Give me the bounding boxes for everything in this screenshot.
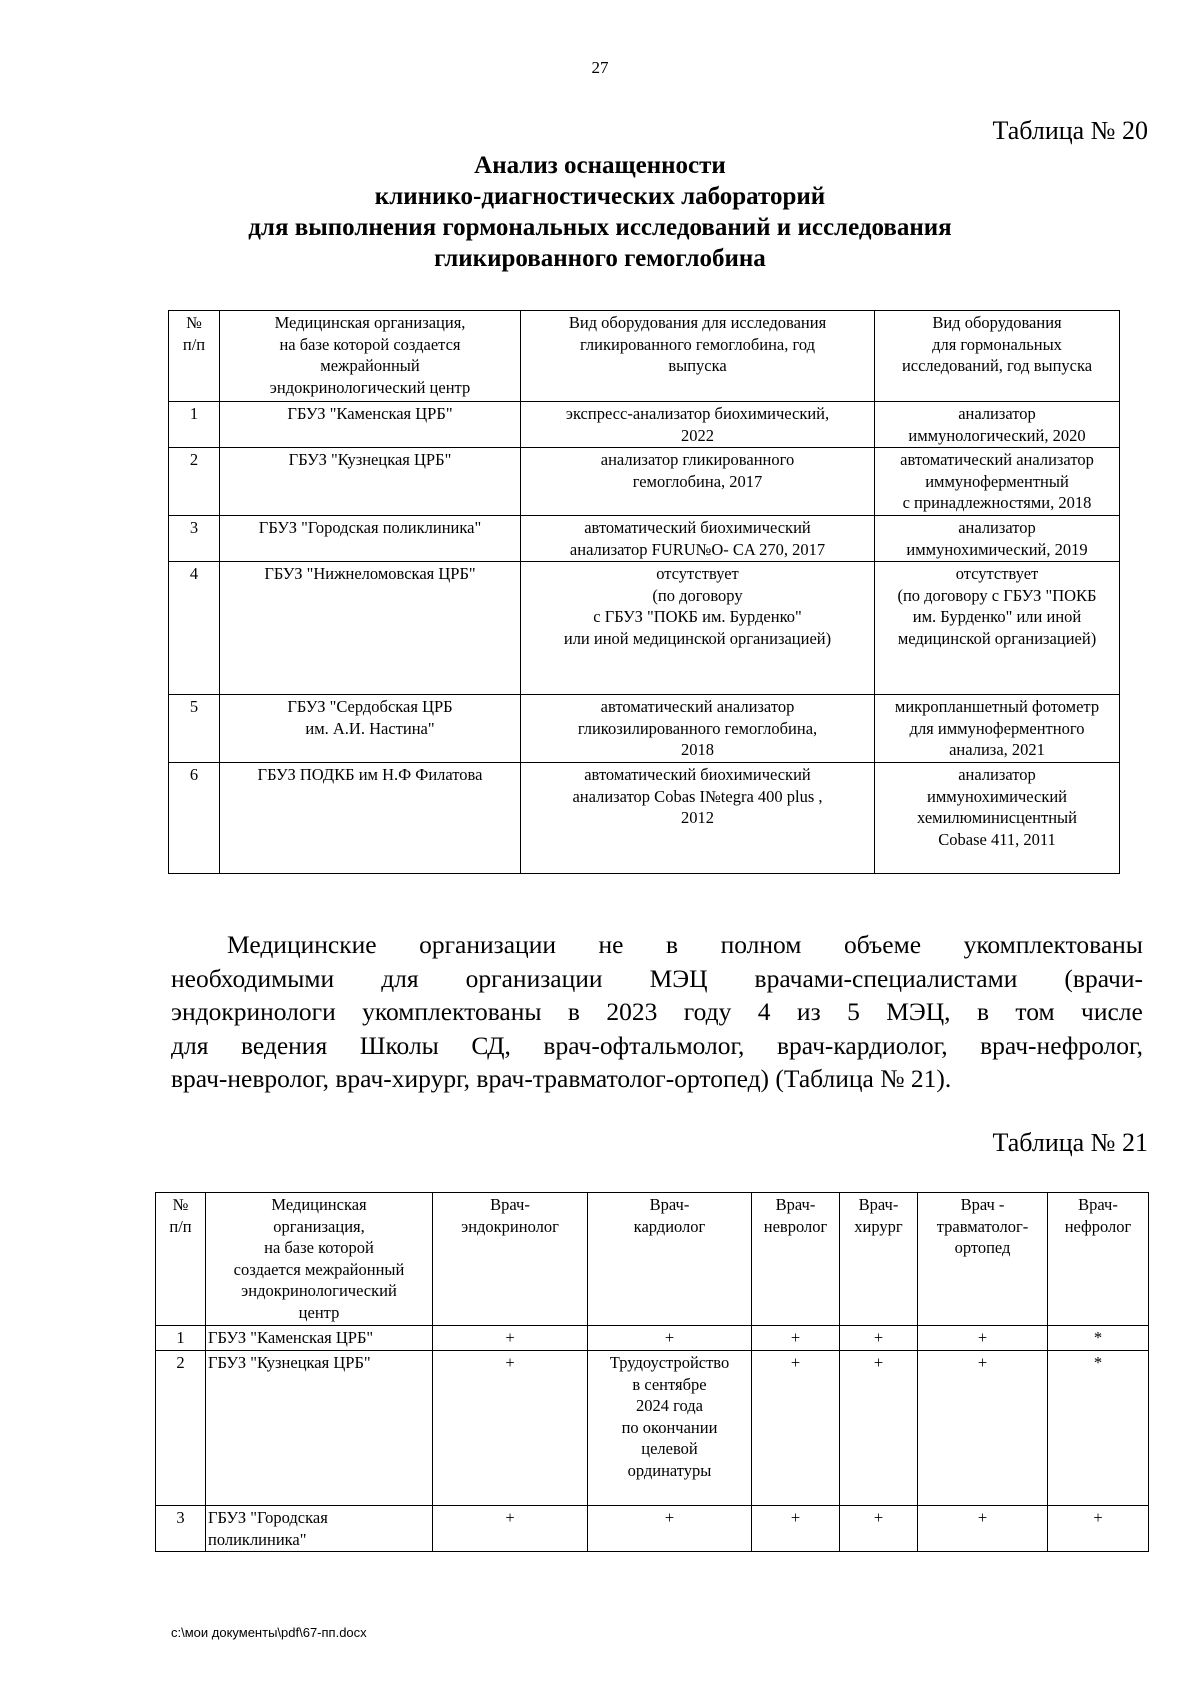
header-row [169, 311, 1120, 402]
paragraph-word: 4 [757, 997, 771, 1026]
cell-line: (по договору с ГБУЗ "ПОКБ [897, 585, 1097, 605]
cell-line: ГБУЗ "Каменская ЦРБ" [287, 404, 453, 423]
cell-line: Вид оборудования [932, 313, 1062, 332]
cell-line: им. А.И. Настина" [305, 718, 435, 738]
hormonal-equipment-cell [875, 516, 1120, 562]
cell-line: центр [298, 1302, 340, 1322]
paragraph-word: укомплектованы [963, 930, 1143, 959]
cell-line: медицинской организацией) [897, 628, 1097, 648]
cell-line: Врач- [775, 1195, 816, 1214]
cell-line: 2024 года [636, 1396, 703, 1415]
paragraph-word: ведения [240, 1030, 328, 1060]
header-cell [588, 1193, 752, 1326]
cell-line: в сентябре [632, 1374, 707, 1394]
paragraph-word: 5 [847, 997, 860, 1026]
neurologist-cell: + [752, 1351, 840, 1506]
neurologist-cell: + [752, 1506, 840, 1552]
cell-line: или иной медицинской организацией) [563, 628, 832, 648]
cell-line: ГБУЗ "Нижнеломовская ЦРБ" [264, 564, 476, 583]
cell-line: с принадлежностями, 2018 [902, 493, 1092, 512]
endocrinologist-cell: + [433, 1326, 588, 1351]
hormonal-equipment-cell [875, 448, 1120, 516]
cardiologist-cell [588, 1326, 752, 1351]
paragraph-line [171, 962, 1143, 996]
nephrologist-cell: * [1048, 1326, 1149, 1351]
header-row [156, 1193, 1149, 1326]
cell-line: ГБУЗ "Каменская ЦРБ" [208, 1328, 374, 1347]
row-number-cell: 6 [169, 763, 220, 874]
surgeon-cell: + [840, 1351, 918, 1506]
table-row [169, 763, 1120, 874]
cell-line: анализатор Cobas I№tegra 400 plus , [572, 786, 823, 806]
page-number: 27 [591, 58, 609, 77]
glycated-equipment-cell [521, 763, 875, 874]
cell-line: эндокринологический [241, 1281, 397, 1300]
row-number-cell: 4 [169, 562, 220, 695]
cell-line: для гормональных [932, 334, 1062, 354]
cell-line: межрайонный [320, 356, 420, 375]
traumatologist-cell: + [918, 1506, 1048, 1552]
cell-line: выпуска [668, 356, 727, 375]
cell-line: анализатор [958, 518, 1036, 537]
cell-line: анализатор гликированного [600, 450, 795, 469]
row-number-cell: 2 [156, 1351, 206, 1506]
paragraph-word: врач-нефролог, [980, 1030, 1143, 1060]
cell-line: автоматический биохимический [584, 765, 811, 784]
header-cell [433, 1193, 588, 1326]
nephrologist-cell: + [1048, 1506, 1149, 1552]
row-number-cell: 3 [156, 1506, 206, 1552]
cell-line: Cobase 411, 2011 [938, 829, 1056, 849]
cell-line: автоматический биохимический [584, 518, 811, 537]
cell-line: ортопед [954, 1238, 1011, 1257]
paragraph-word: числе [1081, 997, 1143, 1026]
cell-line: ГБУЗ "Кузнецкая ЦРБ" [288, 450, 452, 469]
organization-cell [220, 763, 521, 874]
paragraph-word: МЭЦ, [886, 997, 951, 1026]
paragraph-word: году [683, 997, 732, 1026]
paragraph-line [171, 995, 1143, 1029]
cell-line: иммунохимический [926, 786, 1068, 806]
cell-line: исследований, год выпуска [901, 356, 1093, 375]
header-cell [220, 311, 521, 402]
paragraph-line [171, 1029, 1143, 1063]
staffing-paragraph [171, 928, 1143, 1096]
table-row [169, 448, 1120, 516]
organization-cell [206, 1506, 433, 1552]
header-cell [1048, 1193, 1149, 1326]
cell-line: Медицинская организация, [274, 313, 466, 332]
cell-line: ординатуры [627, 1460, 712, 1480]
cell-line: анализатор [958, 765, 1036, 784]
paragraph-word: объеме [843, 930, 922, 959]
cell-line: эндокринолог [461, 1216, 559, 1236]
cell-line: иммунохимический, 2019 [906, 539, 1088, 559]
paragraph-word: 2023 [606, 997, 658, 1026]
glycated-equipment-cell [521, 448, 875, 516]
hormonal-equipment-cell [875, 763, 1120, 874]
cell-line: (по договору [652, 585, 743, 605]
row-number-cell: 1 [156, 1326, 206, 1351]
cell-line: нефролог [1064, 1216, 1132, 1236]
cell-line: Врач - [960, 1195, 1005, 1214]
cell-line: иммунологический, 2020 [908, 425, 1086, 445]
hormonal-equipment-cell [875, 402, 1120, 448]
paragraph-word: для [171, 1030, 209, 1060]
cell-line: автоматический анализатор [600, 697, 795, 716]
cell-line: кардиолог [633, 1216, 706, 1236]
cell-line: на базе которой создается [279, 334, 461, 354]
paragraph-word: не [598, 930, 624, 959]
cell-line: автоматический анализатор [900, 450, 1094, 469]
cell-line: экспресс-анализатор биохимический, [565, 404, 830, 423]
cell-line: № [172, 1195, 189, 1214]
cell-line: 2018 [681, 740, 714, 759]
paragraph-word: том [1015, 997, 1055, 1026]
paragraph-line [171, 1062, 1143, 1096]
paragraph-word: врач-невролог, врач-хирург, врач-травматолог-ортопед) (Таблица № 21). [171, 1064, 952, 1093]
cell-line: им. Бурденко" или иной [912, 607, 1082, 626]
neurologist-cell: + [752, 1326, 840, 1351]
paragraph-word: из [796, 997, 821, 1026]
table-21-caption: Таблица № 21 [992, 1128, 1148, 1157]
cell-line: иммуноферментный [925, 471, 1069, 491]
staffing-table [155, 1192, 1149, 1552]
paragraph-word: врач-кардиолог, [776, 1030, 948, 1060]
cell-line: Медицинская [271, 1195, 367, 1214]
header-cell [752, 1193, 840, 1326]
cell-line: анализатор FURU№O- CA 270, 2017 [569, 539, 826, 559]
cell-line: 2022 [681, 425, 714, 445]
table-row [169, 695, 1120, 763]
header-cell [156, 1193, 206, 1326]
surgeon-cell: + [840, 1506, 918, 1552]
paragraph-word: полном [720, 930, 802, 959]
cell-line: на базе которой [264, 1238, 374, 1257]
header-cell [521, 311, 875, 402]
traumatologist-cell: + [918, 1326, 1048, 1351]
organization-cell [220, 695, 521, 763]
cell-line: + [664, 1508, 675, 1527]
paragraph-word: укомплектованы [362, 997, 542, 1026]
title-line: Анализ оснащенности [474, 152, 726, 179]
paragraph-word: для [381, 963, 419, 993]
cell-line: ГБУЗ "Городская поликлиника" [258, 518, 482, 537]
hormonal-equipment-cell [875, 695, 1120, 763]
paragraph-word: Школы [359, 1030, 439, 1060]
organization-cell [206, 1351, 433, 1506]
paragraph-word: врач-офтальмолог, [543, 1030, 745, 1060]
cell-line: отсутствует [656, 564, 739, 583]
row-number-cell: 1 [169, 402, 220, 448]
cardiologist-cell [588, 1351, 752, 1506]
table-row [169, 516, 1120, 562]
paragraph-word: врачами-специалистами [754, 963, 1018, 993]
cell-line: создается межрайонный [233, 1259, 405, 1279]
cell-line: ГБУЗ "Городская [208, 1508, 328, 1527]
table-20-title [150, 150, 1050, 274]
cell-line: п/п [182, 334, 206, 354]
cell-line: отсутствует [955, 564, 1039, 583]
organization-cell [220, 402, 521, 448]
header-cell [918, 1193, 1048, 1326]
cell-line: Врач- [1078, 1195, 1118, 1214]
cell-line: Трудоустройство [609, 1353, 730, 1372]
cell-line: + [664, 1328, 675, 1347]
glycated-equipment-cell [521, 402, 875, 448]
cell-line: 2012 [681, 808, 714, 827]
paragraph-word: необходимыми [171, 963, 335, 993]
table-20-caption: Таблица № 20 [992, 116, 1148, 145]
cell-line: организация, [273, 1216, 365, 1236]
paragraph-line [171, 928, 1143, 962]
cell-line: эндокринологический центр [269, 377, 471, 397]
cell-line: для иммуноферментного [909, 718, 1085, 738]
cell-line: п/п [169, 1216, 192, 1236]
table-row [156, 1326, 1149, 1351]
paragraph-word: организации [419, 930, 556, 959]
header-cell [840, 1193, 918, 1326]
glycated-equipment-cell [521, 562, 875, 695]
cell-line: хирург [854, 1216, 903, 1236]
footer-file-path: c:\мои документы\pdf\67-пп.docx [171, 1625, 367, 1640]
paragraph-word: Медицинские [227, 930, 377, 959]
nephrologist-cell: * [1048, 1351, 1149, 1506]
paragraph-word: (врачи- [1064, 963, 1143, 993]
header-cell [206, 1193, 433, 1326]
row-number-cell: 5 [169, 695, 220, 763]
cell-line: ГБУЗ ПОДКБ им Н.Ф Филатова [257, 765, 483, 784]
surgeon-cell: + [840, 1326, 918, 1351]
organization-cell [220, 562, 521, 695]
glycated-equipment-cell [521, 516, 875, 562]
cell-line: гемоглобина, 2017 [632, 471, 763, 491]
cell-line: анализа, 2021 [949, 740, 1045, 759]
cell-line: травматолог- [936, 1216, 1029, 1236]
cell-line: № [186, 313, 202, 332]
cardiologist-cell [588, 1506, 752, 1552]
cell-line: гликированного гемоглобина, год [579, 334, 815, 354]
paragraph-word: эндокринологи [171, 997, 336, 1026]
cell-line: ГБУЗ "Сердобская ЦРБ [287, 697, 453, 716]
cell-line: микропланшетный фотометр [894, 697, 1100, 716]
paragraph-word: СД, [471, 1030, 511, 1060]
table-row [156, 1506, 1149, 1552]
traumatologist-cell: + [918, 1351, 1048, 1506]
title-line: гликированного гемоглобина [434, 245, 766, 272]
cell-line: невролог [763, 1216, 828, 1236]
paragraph-word: организации [465, 963, 603, 993]
paragraph-word: в [666, 930, 679, 959]
organization-cell [206, 1326, 433, 1351]
paragraph-word: в [976, 997, 989, 1026]
cell-line: Вид оборудования для исследования [568, 313, 827, 332]
title-line: клинико-диагностических лабораторий [374, 183, 826, 210]
equipment-table [168, 310, 1120, 874]
cell-line: с ГБУЗ "ПОКБ им. Бурденко" [593, 607, 802, 626]
table-row [156, 1351, 1149, 1506]
cell-line: Врач- [858, 1195, 899, 1214]
table-row [169, 562, 1120, 695]
organization-cell [220, 516, 521, 562]
paragraph-word: МЭЦ [649, 963, 708, 993]
table-row [169, 402, 1120, 448]
hormonal-equipment-cell [875, 562, 1120, 695]
header-cell [169, 311, 220, 402]
cell-line: поликлиника" [208, 1529, 307, 1549]
row-number-cell: 3 [169, 516, 220, 562]
paragraph-word: в [567, 997, 580, 1026]
organization-cell [220, 448, 521, 516]
endocrinologist-cell: + [433, 1506, 588, 1552]
cell-line: анализатор [958, 404, 1036, 423]
cell-line: целевой [641, 1439, 698, 1458]
cell-line: хемилюминисцентный [917, 808, 1077, 827]
glycated-equipment-cell [521, 695, 875, 763]
cell-line: ГБУЗ "Кузнецкая ЦРБ" [208, 1353, 371, 1372]
cell-line: Врач- [490, 1195, 530, 1214]
cell-line: гликозилированного гемоглобина, [577, 718, 818, 738]
endocrinologist-cell: + [433, 1351, 588, 1506]
cell-line: Врач- [649, 1195, 690, 1214]
cell-line: по окончании [621, 1417, 718, 1437]
row-number-cell: 2 [169, 448, 220, 516]
title-line: для выполнения гормональных исследований и исследования [248, 214, 952, 241]
header-cell [875, 311, 1120, 402]
